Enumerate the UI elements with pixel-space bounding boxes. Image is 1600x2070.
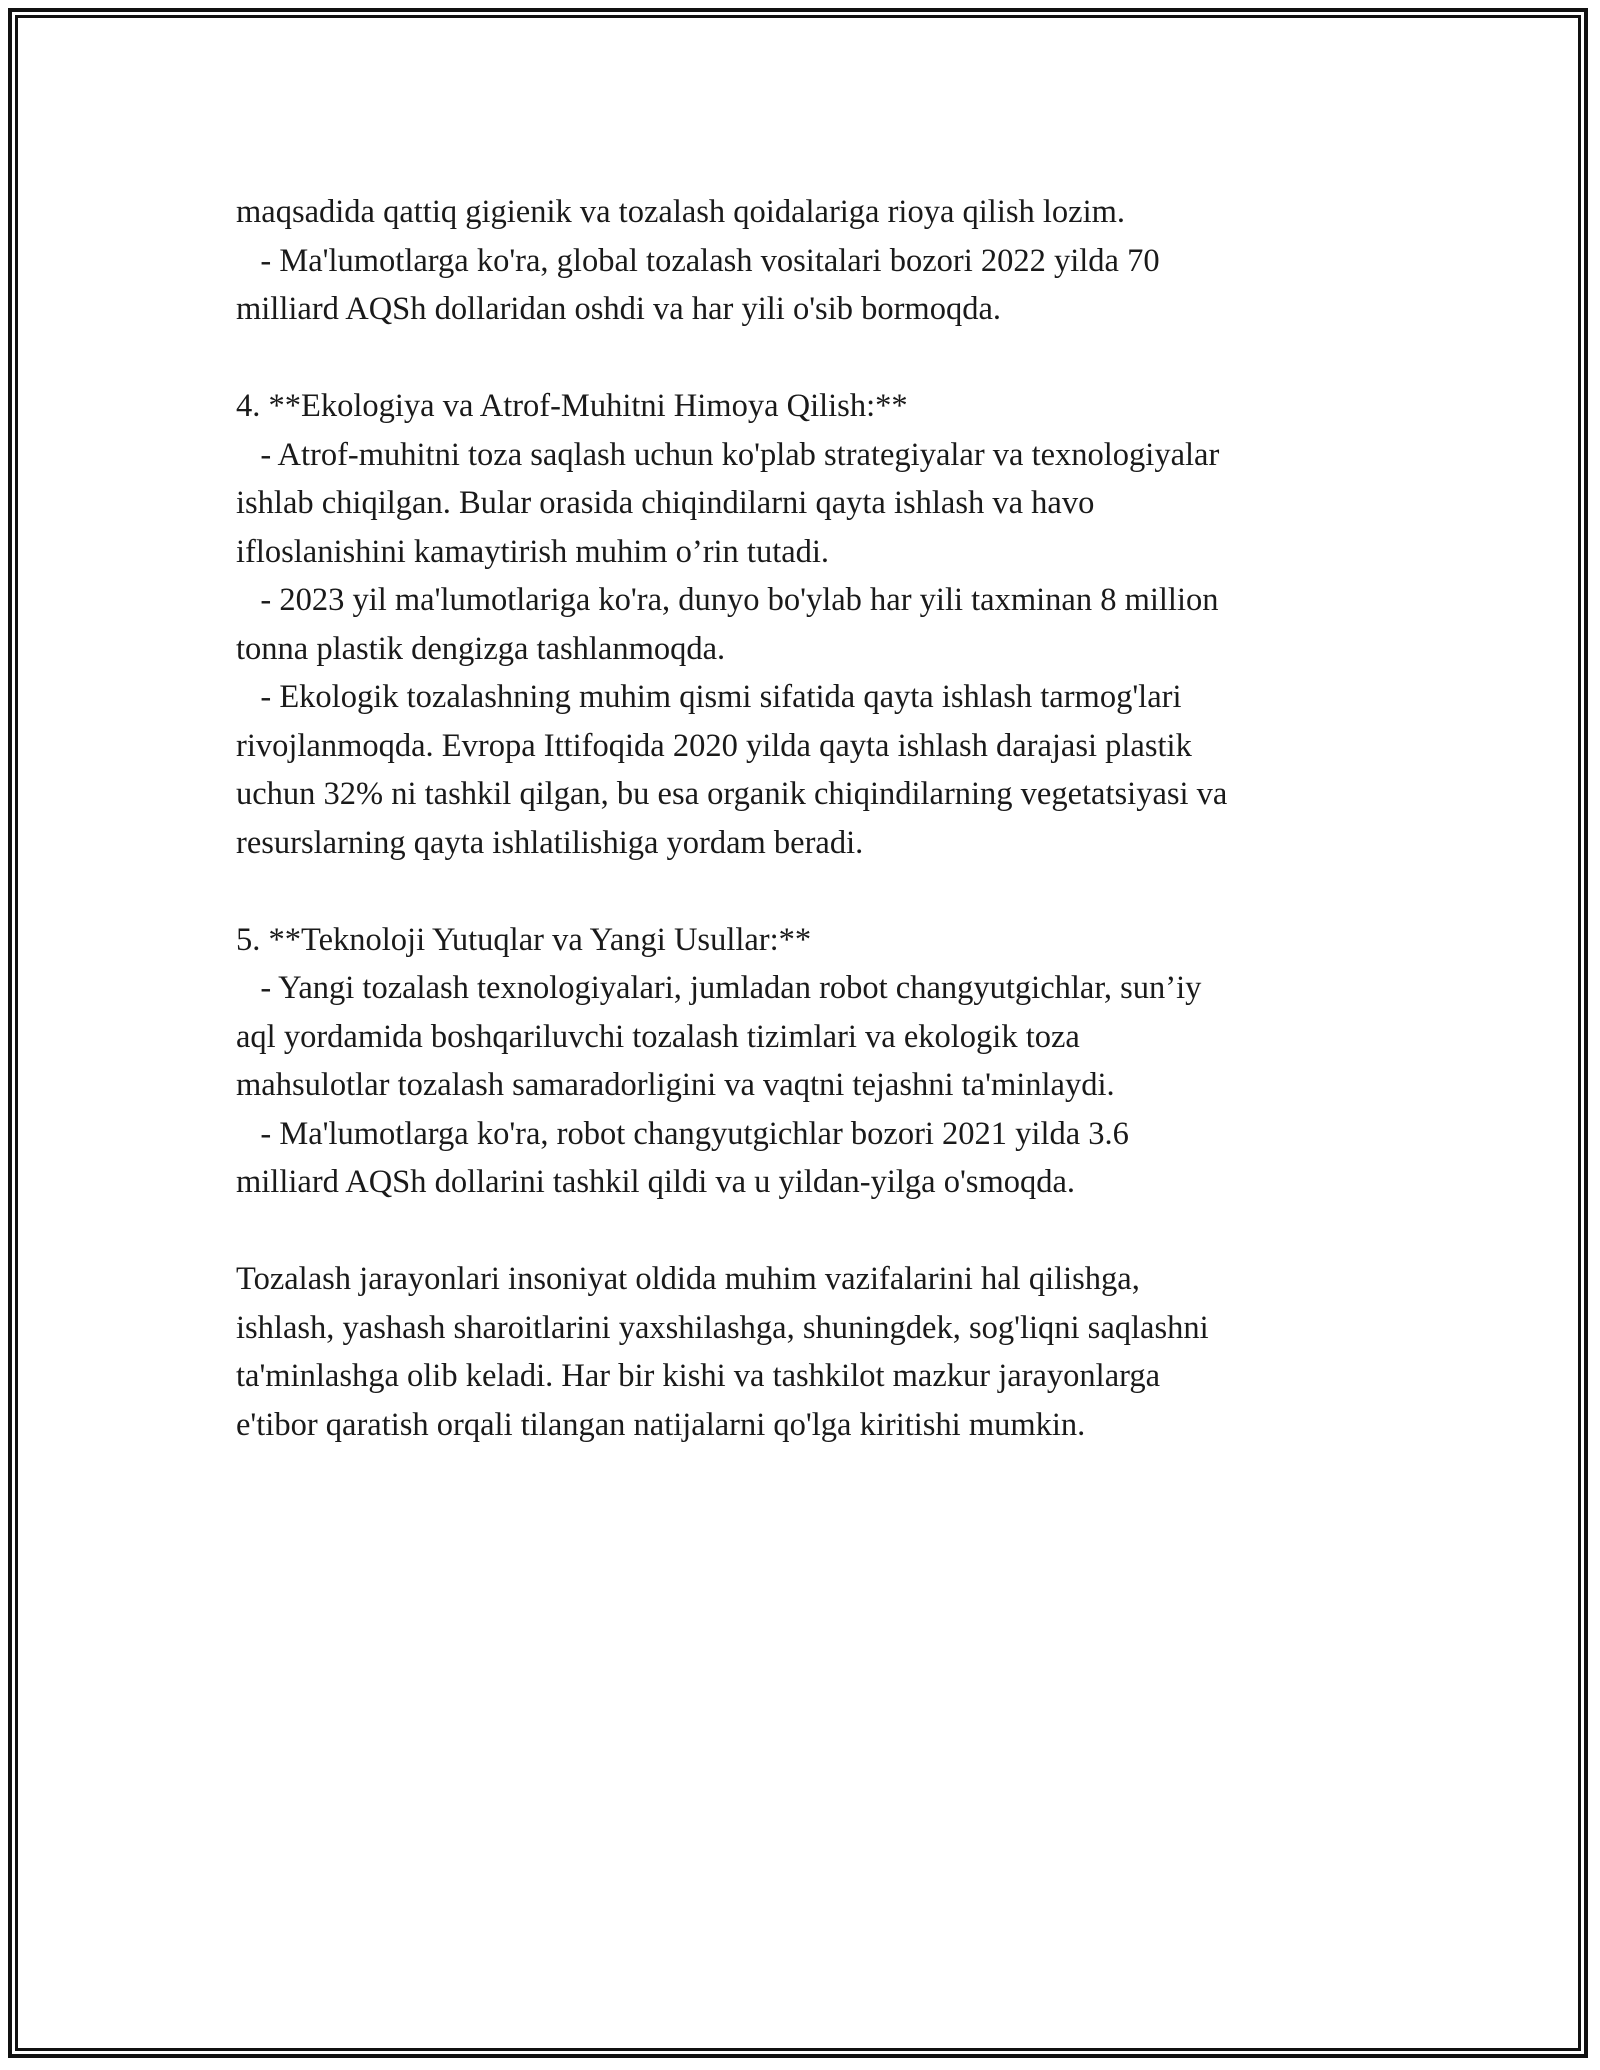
text-line: ta'minlashga olib keladi. Har bir kishi va tashkilot mazkur jarayonlarga — [236, 1358, 1161, 1394]
text-line: rivojlanmoqda. Evropa Ittifoqida 2020 yilda qayta ishlash darajasi plastik — [236, 727, 1192, 764]
paragraph-spacer — [236, 334, 1366, 383]
section-heading: 4. **Ekologiya va Atrof-Muhitni Himoya Qilish:** — [236, 388, 908, 424]
text-line: ishlab chiqilgan. Bular orasida chiqindilarni qayta ishlash va havo — [236, 485, 1095, 521]
text-line: - 2023 yil ma'lumotlariga ko'ra, dunyo bo'ylab har yili taxminan 8 million — [236, 582, 1219, 618]
text-line: aql yordamida boshqariluvchi tozalash tizimlari va ekologik toza — [236, 1018, 1080, 1055]
text-line: ishlash, yashash sharoitlarini yaxshilashga, shuningdek, sog'liqni saqlashni — [236, 1309, 1209, 1346]
text-line: uchun 32% ni tashkil qilgan, bu esa organik chiqindilarning vegetatsiyasi va — [236, 776, 1228, 812]
section-4-ecology — [236, 382, 1366, 867]
paragraph-spacer — [236, 867, 1366, 916]
document-body — [236, 188, 1366, 1449]
text-line: ifloslanishini kamaytirish muhim o’rin tutadi. — [236, 533, 830, 570]
text-line: e'tibor qaratish orqali tilangan natijalarni qo'lga kiritishi mumkin. — [236, 1406, 1086, 1443]
intro-continuation-paragraph — [236, 188, 1366, 334]
text-line: - Ekologik tozalashning muhim qismi sifatida qayta ishlash tarmog'lari — [236, 679, 1182, 715]
section-5-technology — [236, 916, 1366, 1207]
conclusion-paragraph — [236, 1255, 1366, 1449]
text-line: - Ma'lumotlarga ko'ra, robot changyutgichlar bozori 2021 yilda 3.6 — [236, 1115, 1129, 1152]
text-line: - Ma'lumotlarga ko'ra, global tozalash vositalari bozori 2022 yilda 70 — [236, 242, 1160, 279]
paragraph-spacer — [236, 1207, 1366, 1256]
text-line: mahsulotlar tozalash samaradorligini va vaqtni tejashni ta'minlaydi. — [236, 1067, 1115, 1103]
text-line: Tozalash jarayonlari insoniyat oldida muhim vazifalarini hal qilishga, — [236, 1261, 1140, 1297]
text-line: - Yangi tozalash texnologiyalari, jumladan robot changyutgichlar, sun’iy — [236, 970, 1202, 1006]
section-heading: 5. **Teknoloji Yutuqlar va Yangi Usullar:** — [236, 921, 812, 958]
text-line: resurslarning qayta ishlatilishiga yordam beradi. — [236, 824, 864, 861]
text-line: - Atrof-muhitni toza saqlash uchun ko'plab strategiyalar va texnologiyalar — [236, 436, 1220, 473]
text-line: milliard AQSh dollaridan oshdi va har yili o'sib bormoqda. — [236, 291, 1002, 327]
text-line: milliard AQSh dollarini tashkil qildi va u yildan-yilga o'smoqda. — [236, 1164, 1076, 1200]
text-line: maqsadida qattiq gigienik va tozalash qoidalariga rioya qilish lozim. — [236, 194, 1126, 230]
text-line: tonna plastik dengizga tashlanmoqda. — [236, 630, 726, 667]
